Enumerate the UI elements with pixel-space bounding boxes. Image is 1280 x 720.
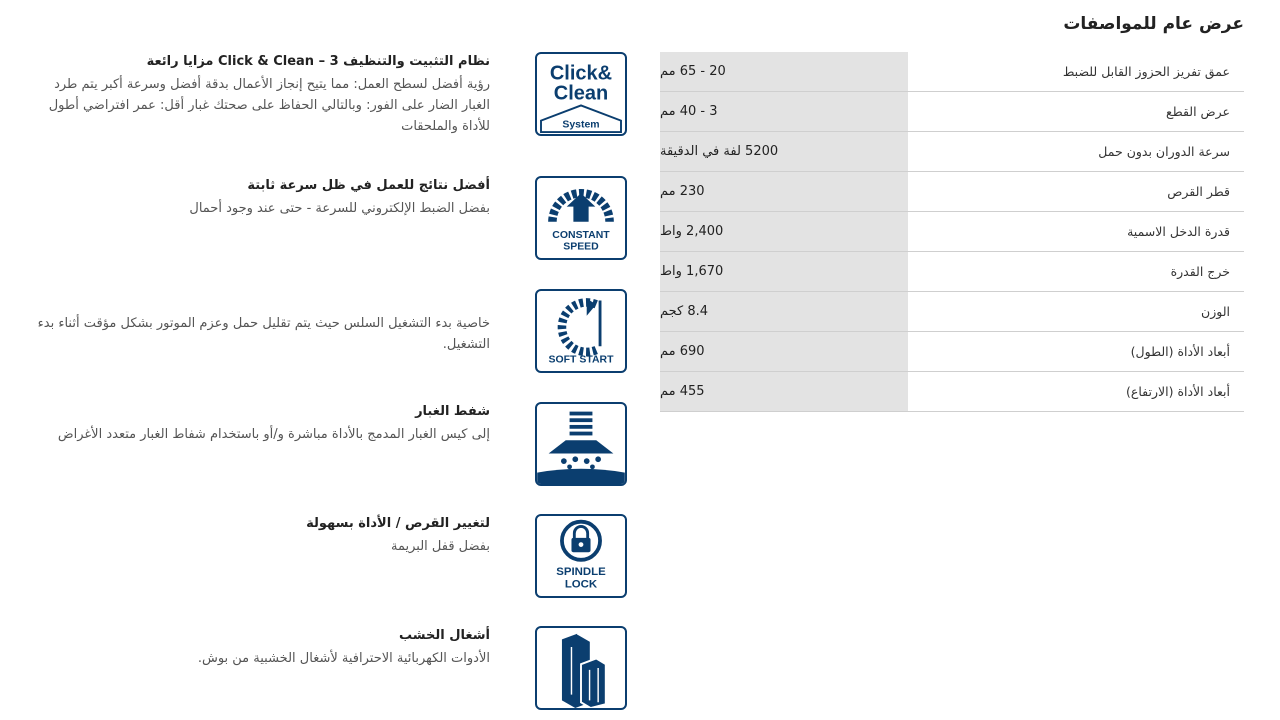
feature-title: لتغيير القرص / الأداة بسهولة	[306, 516, 490, 531]
spec-label: أبعاد الأداة (الارتفاع)	[1126, 384, 1230, 399]
spec-value: 455 مم	[660, 384, 705, 399]
spec-row	[660, 212, 1244, 252]
icon-text-speed: SPEED	[563, 241, 599, 253]
spec-value: 1,670 واط	[660, 264, 724, 279]
icon-text-click: Click&	[549, 62, 613, 85]
icon-text-soft-start: SOFT START	[548, 354, 614, 366]
feature-soft-start	[0, 289, 640, 375]
wood-icon	[535, 626, 627, 710]
spec-row	[660, 252, 1244, 292]
feature-title: أفضل نتائج للعمل في ظل سرعة ثابتة	[247, 178, 490, 193]
spec-value: 230 مم	[660, 184, 705, 199]
constant-speed-icon	[535, 176, 627, 260]
spec-value: 2,400 واط	[660, 224, 724, 239]
spec-value: 3 - 40 مم	[660, 104, 718, 119]
spec-row	[660, 132, 1244, 172]
feature-title: نظام التثبيت والتنظيف Click & Clean – 3 مزايا رائعة	[146, 54, 490, 69]
icon-text-spindle: SPINDLE	[556, 566, 606, 579]
click-clean-icon	[535, 52, 627, 136]
spec-row	[660, 52, 1244, 92]
feature-desc: رؤية أفضل لسطح العمل: مما يتيح إنجاز الأعمال بدقة أفضل وسرعة أكبر يتم طرد الغبار الضار على الفور: وبالتالي الحفاظ على صحتك غبار أقل: عمر افتراضي أطول للأداة والملحقات	[48, 77, 490, 134]
spec-row	[660, 372, 1244, 412]
spec-value: 5200 لفة في الدقيقة	[660, 144, 779, 159]
spec-label: الوزن	[1201, 304, 1230, 319]
feature-dust-extraction	[0, 402, 640, 488]
spindle-lock-icon	[535, 514, 627, 598]
spec-value: 690 مم	[660, 344, 705, 359]
dust-extraction-icon	[535, 402, 627, 486]
icon-text-system: System	[562, 119, 600, 131]
spec-row	[660, 92, 1244, 132]
feature-desc: إلى كيس الغبار المدمج بالأداة مباشرة و/أو باستخدام شفاط الغبار متعدد الأغراض	[57, 427, 490, 442]
spec-value: 8.4 كجم	[660, 304, 709, 319]
icon-text-lock: LOCK	[564, 578, 598, 591]
feature-desc: الأدوات الكهربائية الاحترافية لأشغال الخشبية من بوش.	[197, 651, 490, 666]
specs-table	[660, 52, 1244, 412]
spec-label: سرعة الدوران بدون حمل	[1098, 144, 1230, 159]
spec-row	[660, 292, 1244, 332]
feature-spindle-lock	[0, 514, 640, 600]
spec-label: خرج القدرة	[1170, 264, 1230, 279]
feature-desc: بفضل قفل البريمة	[391, 539, 490, 554]
feature-title: أشغال الخشب	[399, 628, 490, 643]
feature-desc: بفضل الضبط الإلكتروني للسرعة - حتى عند وجود أحمال	[189, 201, 490, 216]
spec-value: 20 - 65 مم	[660, 64, 726, 79]
spec-label: عرض القطع	[1166, 104, 1230, 119]
feature-wood	[0, 626, 640, 712]
spec-row	[660, 172, 1244, 212]
spec-row	[660, 332, 1244, 372]
feature-desc: خاصية بدء التشغيل السلس حيث يتم تقليل حمل وعزم الموتور بشكل مؤقت أثناء بدء التشغيل.	[37, 316, 490, 352]
feature-constant-speed	[0, 176, 640, 262]
spec-label: قطر القرص	[1167, 184, 1230, 199]
spec-label: عمق تفريز الحزوز القابل للضبط	[1062, 64, 1230, 79]
icon-text-clean: Clean	[553, 82, 609, 105]
specs-title: عرض عام للمواصفات	[1063, 14, 1244, 34]
soft-start-icon	[535, 289, 627, 373]
spec-label: قدرة الدخل الاسمية	[1127, 224, 1230, 239]
icon-text-constant: CONSTANT	[552, 230, 610, 241]
feature-title: شفط الغبار	[415, 404, 490, 419]
spec-label: أبعاد الأداة (الطول)	[1130, 344, 1230, 359]
feature-click-clean	[0, 52, 640, 138]
